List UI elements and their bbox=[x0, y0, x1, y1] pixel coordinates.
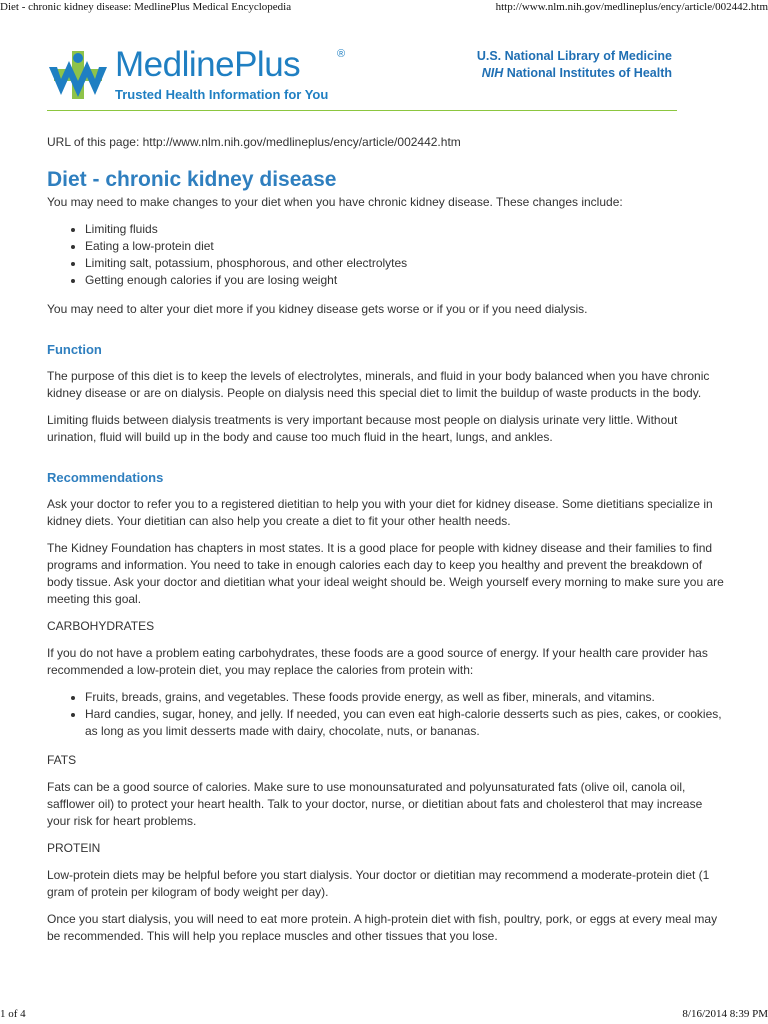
print-header bbox=[0, 1, 768, 15]
print-page-url: http://www.nlm.nih.gov/medlineplus/ency/article/002442.htm bbox=[495, 1, 768, 13]
fats-subheading: FATS bbox=[47, 753, 77, 767]
list-item: • Hard candies, sugar, honey, and jelly. If needed, you can even eat high-calorie desserts such as pies, cakes, or cookies, as long as you limit desserts made with dairy, chocolate, nuts, or bananas. bbox=[85, 706, 727, 740]
list-item: • Getting enough calories if you are losing weight bbox=[85, 272, 727, 289]
recommendations-paragraph-2: The Kidney Foundation has chapters in most states. It is a good place for people with kidney disease and their families to find programs and information. You need to take in enough calories each day to keep you healthy and prevent the breakdown of body tissue. Ask your doctor and dietitian what your ideal weight should be. Weigh yourself every morning to make sure you are meeting this goal. bbox=[47, 541, 724, 606]
print-footer bbox=[0, 1008, 768, 1022]
page-title: Diet - chronic kidney disease bbox=[47, 168, 337, 191]
list-item: • Fruits, breads, grains, and vegetables. These foods provide energy, as well as fiber, minerals, and vitamins. bbox=[85, 689, 727, 706]
carbohydrates-subheading: CARBOHYDRATES bbox=[47, 619, 155, 633]
print-page-title: Diet - chronic kidney disease: MedlinePlus Medical Encyclopedia bbox=[0, 1, 292, 13]
function-paragraph-1: The purpose of this diet is to keep the levels of electrolytes, minerals, and fluid in your body balanced when you have chronic kidney disease or are on dialysis. People on dialysis need this special diet to limit the buildup of waste products in the body. bbox=[47, 369, 710, 400]
registered-mark: ® bbox=[337, 48, 346, 60]
article-content bbox=[47, 134, 727, 955]
logo-wordmark: MedlinePlus bbox=[115, 45, 301, 84]
page-url-line: URL of this page: http://www.nlm.nih.gov/medlineplus/ency/article/002442.htm bbox=[47, 135, 461, 149]
nih-name: National Institutes of Health bbox=[506, 66, 672, 80]
protein-subheading: PROTEIN bbox=[47, 841, 101, 855]
list-item: • Limiting fluids bbox=[85, 221, 727, 238]
medlineplus-logo[interactable] bbox=[47, 45, 377, 107]
nlm-name: U.S. National Library of Medicine bbox=[476, 49, 672, 63]
list-item: • Eating a low-protein diet bbox=[85, 238, 727, 255]
medlineplus-logo-icon bbox=[47, 49, 109, 105]
recommendations-heading: Recommendations bbox=[47, 470, 164, 485]
fats-paragraph: Fats can be a good source of calories. Make sure to use monounsaturated and polyunsaturated fats (olive oil, canola oil, safflower oil) to protect your heart health. Talk to your doctor, nurse, or dietitian about fats and cholesterol that may increase your risk for heart problems. bbox=[47, 780, 703, 828]
intro-paragraph: You may need to make changes to your diet when you have chronic kidney disease. These changes include: bbox=[47, 195, 623, 209]
alter-paragraph: You may need to alter your diet more if you kidney disease gets worse or if you or if you need dialysis. bbox=[47, 302, 588, 316]
print-datetime: 8/16/2014 8:39 PM bbox=[682, 1008, 768, 1020]
function-paragraph-2: Limiting fluids between dialysis treatments is very important because most people on dialysis urinate very little. Without urination, fluid will build up in the body and cause too much fluid in the heart, lungs, and ankles. bbox=[47, 413, 678, 444]
nih-name-line bbox=[477, 65, 672, 82]
nih-abbreviation: NIH bbox=[481, 66, 504, 80]
logo-tagline: Trusted Health Information for You bbox=[115, 87, 329, 102]
protein-paragraph-2: Once you start dialysis, you will need to eat more protein. A high-protein diet with fish, poultry, pork, or eggs at every meal may be recommended. This will help you replace muscles and other tissues that you lose. bbox=[47, 912, 718, 943]
diet-changes-list bbox=[85, 221, 727, 289]
protein-paragraph-1: Low-protein diets may be helpful before you start dialysis. Your doctor or dietitian may recommend a moderate-protein diet (1 gram of protein per kilogram of body weight per day). bbox=[47, 868, 710, 899]
carbohydrates-paragraph: If you do not have a problem eating carbohydrates, these foods are a good source of energy. If your health care provider has recommended a low-protein diet, you may replace the calories from protein with: bbox=[47, 646, 708, 677]
page-count: 1 of 4 bbox=[0, 1008, 26, 1020]
carbohydrates-list bbox=[85, 689, 727, 740]
list-item: • Limiting salt, potassium, phosphorous, and other electrolytes bbox=[85, 255, 727, 272]
header-divider bbox=[47, 110, 677, 111]
nlm-nih-header[interactable] bbox=[477, 48, 672, 82]
recommendations-paragraph-1: Ask your doctor to refer you to a registered dietitian to help you with your diet for kidney disease. Some dietitians specialize in kidney diets. Your dietitian can also help you create a diet to fit your other health needs. bbox=[47, 497, 713, 528]
function-heading: Function bbox=[47, 342, 102, 357]
